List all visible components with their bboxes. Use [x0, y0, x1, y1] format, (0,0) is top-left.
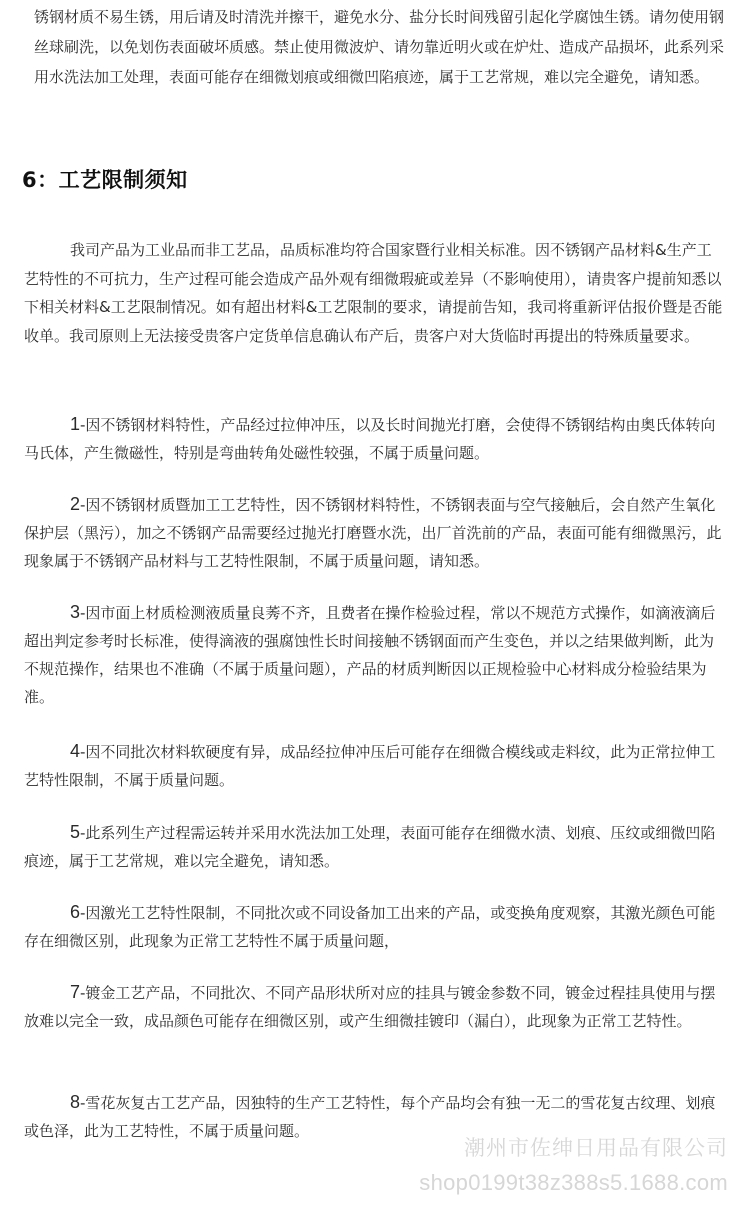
item-text: -因不锈钢材质暨加工工艺特性，因不锈钢材料特性，不锈钢表面与空气接触后，会自然产生氧化保护层（黑污），加之不锈钢产品需要经过抛光打磨暨水洗，出厂首洗前的产品，表面可能有细微黑污，此现象属于不锈钢产品材料与工艺特性限制，不属于质量问题，请知悉。	[24, 496, 722, 570]
list-item-1	[24, 410, 724, 467]
item-text: -镀金工艺产品，不同批次、不同产品形状所对应的挂具与镀金参数不同，镀金过程挂具使用与摆放难以完全一致，成品颜色可能存在细微区别，或产生细微挂镀印（漏白），此现象为正常工艺特性。	[24, 984, 716, 1030]
section-heading: 6：工艺限制须知	[22, 168, 188, 192]
intro-paragraph: 锈钢材质不易生锈，用后请及时清洗并擦干，避免水分、盐分长时间残留引起化学腐蚀生锈。请勿使用钢丝球刷洗，以免划伤表面破坏质感。禁止使用微波炉、请勿靠近明火或在炉灶、造成产品损坏，此系列采用水洗法加工处理，表面可能存在细微划痕或细微凹陷痕迹，属于工艺常规，难以完全避免，请知悉。	[34, 8, 725, 86]
watermark-shop-url: shop0199t38z388s5.1688.com	[419, 1170, 728, 1195]
item-number: 6	[70, 902, 81, 922]
item-text: -因不同批次材料软硬度有异，成品经拉伸冲压后可能存在细微合模线或走料纹，此为正常拉伸工艺特性限制，不属于质量问题。	[24, 743, 716, 789]
item-text: -因不锈钢材料特性，产品经过拉伸冲压，以及长时间抛光打磨，会使得不锈钢结构由奥氏体转向马氏体，产生微磁性，特别是弯曲转角处磁性较强，不属于质量问题。	[24, 416, 716, 462]
list-item-6	[24, 898, 724, 955]
list-item-3	[24, 598, 724, 711]
item-text: -因市面上材质检测液质量良莠不齐，且费者在操作检验过程，常以不规范方式操作，如滴液滴后超出判定参考时长标准，使得滴液的强腐蚀性长时间接触不锈钢面而产生变色，并以之结果做判断，此为不规范操作，结果也不准确（不属于质量问题），产品的材质判断因以正规检验中心材料成分检验结果为准。	[24, 604, 716, 706]
item-number: 1	[70, 414, 81, 434]
item-number: 5	[70, 822, 81, 842]
item-number: 8	[70, 1092, 81, 1112]
item-number: 4	[70, 741, 81, 761]
item-number: 3	[70, 602, 81, 622]
list-item-7	[24, 978, 724, 1035]
list-item-4	[24, 737, 724, 794]
item-text: -因激光工艺特性限制，不同批次或不同设备加工出来的产品，或变换角度观察，其激光颜色可能存在细微区别，此现象为正常工艺特性不属于质量问题，	[24, 904, 716, 950]
item-number: 7	[70, 982, 81, 1002]
item-text: -雪花灰复古工艺产品，因独特的生产工艺特性，每个产品均会有独一无二的雪花复古纹理、划痕或色泽，此为工艺特性，不属于质量问题。	[24, 1094, 716, 1140]
preface-paragraph: 我司产品为工业品而非工艺品，品质标准均符合国家暨行业相关标准。因不锈钢产品材料&生产工艺特性的不可抗力，生产过程可能会造成产品外观有细微瑕疵或差异（不影响使用），请贵客户提前知悉以下相关材料&工艺限制情况。如有超出材料&工艺限制的要求，请提前告知，我司将重新评估报价暨是否能收单。我司原则上无法接受贵客户定货单信息确认布产后，贵客户对大货临时再提出的特殊质量要求。	[24, 241, 723, 345]
list-item-5	[24, 818, 724, 875]
list-item-2	[24, 490, 724, 575]
watermark-company: 潮州市佐绅日用品有限公司	[464, 1137, 728, 1160]
item-text: -此系列生产过程需运转并采用水洗法加工处理，表面可能存在细微水渍、划痕、压纹或细微凹陷痕迹，属于工艺常规，难以完全避免，请知悉。	[24, 824, 716, 870]
item-number: 2	[70, 494, 81, 514]
